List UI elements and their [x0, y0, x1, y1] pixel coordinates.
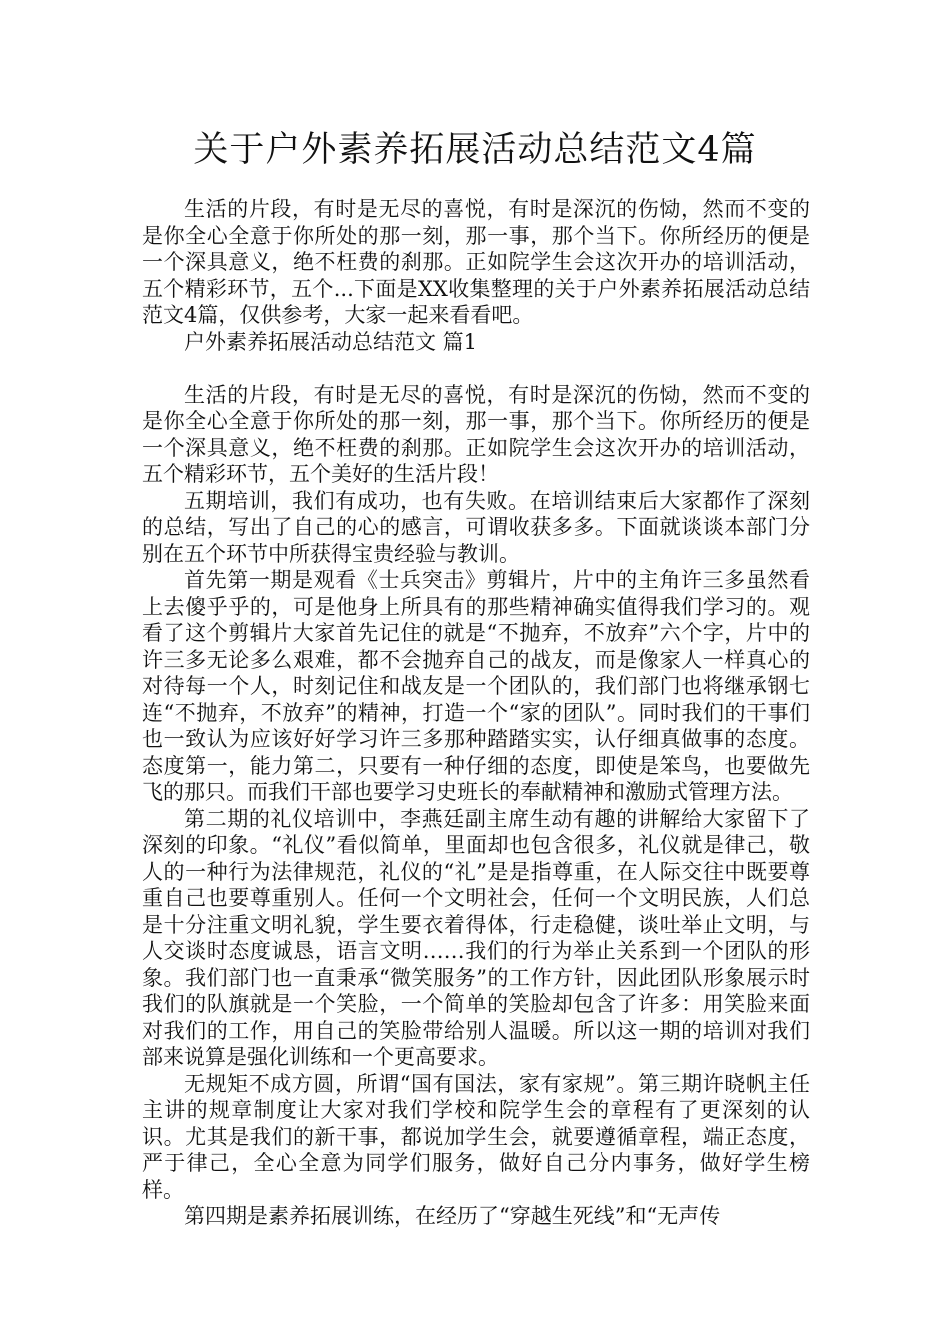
intro-paragraph: 生活的片段，有时是无尽的喜悦，有时是深沉的伤恸，然而不变的是你全心全意于你所处的那一刻，那一事，那个当下。你所经历的便是一个深具意义，绝不枉费的刹那。正如院学生会这次开办的培训活动，五个精彩环节，五个...下面是XX收集整理的关于户外素养拓展活动总结范文4篇，仅供参考，大家一起来看看吧。: [142, 197, 810, 327]
section-heading: 户外素养拓展活动总结范文 篇1: [184, 329, 478, 354]
body-paragraph: 第二期的礼仪培训中，李燕廷副主席生动有趣的讲解给大家留下了深刻的印象。“礼仪”看似简单，里面却也包含很多，礼仪就是律己，敬人的一种行为法律规范，礼仪的“礼”是是指尊重，在人际交往中既要尊重自己也要尊重别人。任何一个文明社会，任何一个文明民族，人们总是十分注重文明礼貌，学生要衣着得体，行走稳健，谈吐举止文明，与人交谈时态度诚恳，语言文明……我们的行为举止关系到一个团队的形象。我们部门也一直秉承“微笑服务”的工作方针，因此团队形象展示时我们的队旗就是一个笑脸，一个简单的笑脸却包含了许多：用笑脸来面对我们的工作，用自己的笑脸带给别人温暖。所以这一期的培训对我们部来说算是强化训练和一个更高要求。: [142, 806, 810, 1069]
body-paragraph: 无规矩不成方圆，所谓“国有国法，家有家规”。第三期许晓帆主任主讲的规章制度让大家对我们学校和院学生会的章程有了更深刻的认识。尤其是我们的新干事，都说加学生会，就要遵循章程，端正态度，严于律己，全心全意为同学们服务，做好自己分内事务，做好学生榜样。: [142, 1071, 810, 1202]
body-paragraph: 生活的片段，有时是无尽的喜悦，有时是深沉的伤恸，然而不变的是你全心全意于你所处的那一刻，那一事，那个当下。你所经历的便是一个深具意义，绝不枉费的刹那。正如院学生会这次开办的培训活动，五个精彩环节，五个美好的生活片段！: [142, 382, 810, 486]
body-paragraph: 首先第一期是观看《士兵突击》剪辑片，片中的主角许三多虽然看上去傻乎乎的，可是他身上所具有的那些精神确实值得我们学习的。观看了这个剪辑片大家首先记住的就是“不抛弃，不放弃”六个字，片中的许三多无论多么艰难，都不会抛弃自己的战友，而是像家人一样真心的对待每一个人，时刻记住和战友是一个团队的，我们部门也将继承钢七连“不抛弃，不放弃”的精神，打造一个“家的团队”。同时我们的干事们也一致认为应该好好学习许三多那种踏踏实实，认仔细真做事的态度。态度第一，能力第二，只要有一种仔细的态度，即使是笨鸟，也要做先飞的那只。而我们干部也要学习史班长的奉献精神和激励式管理方法。: [142, 568, 810, 804]
blank-line: [142, 355, 810, 382]
body-paragraph: 五期培训，我们有成功，也有失败。在培训结束后大家都作了深刻的总结，写出了自己的心的感言，可谓收获多多。下面就谈谈本部门分别在五个环节中所获得宝贵经验与教训。: [142, 488, 810, 566]
document-body: [142, 196, 810, 1230]
document-title: 关于户外素养拓展活动总结范文4篇: [193, 130, 757, 170]
body-paragraph: 第四期是素养拓展训练，在经历了“穿越生死线”和“无声传: [184, 1204, 721, 1228]
